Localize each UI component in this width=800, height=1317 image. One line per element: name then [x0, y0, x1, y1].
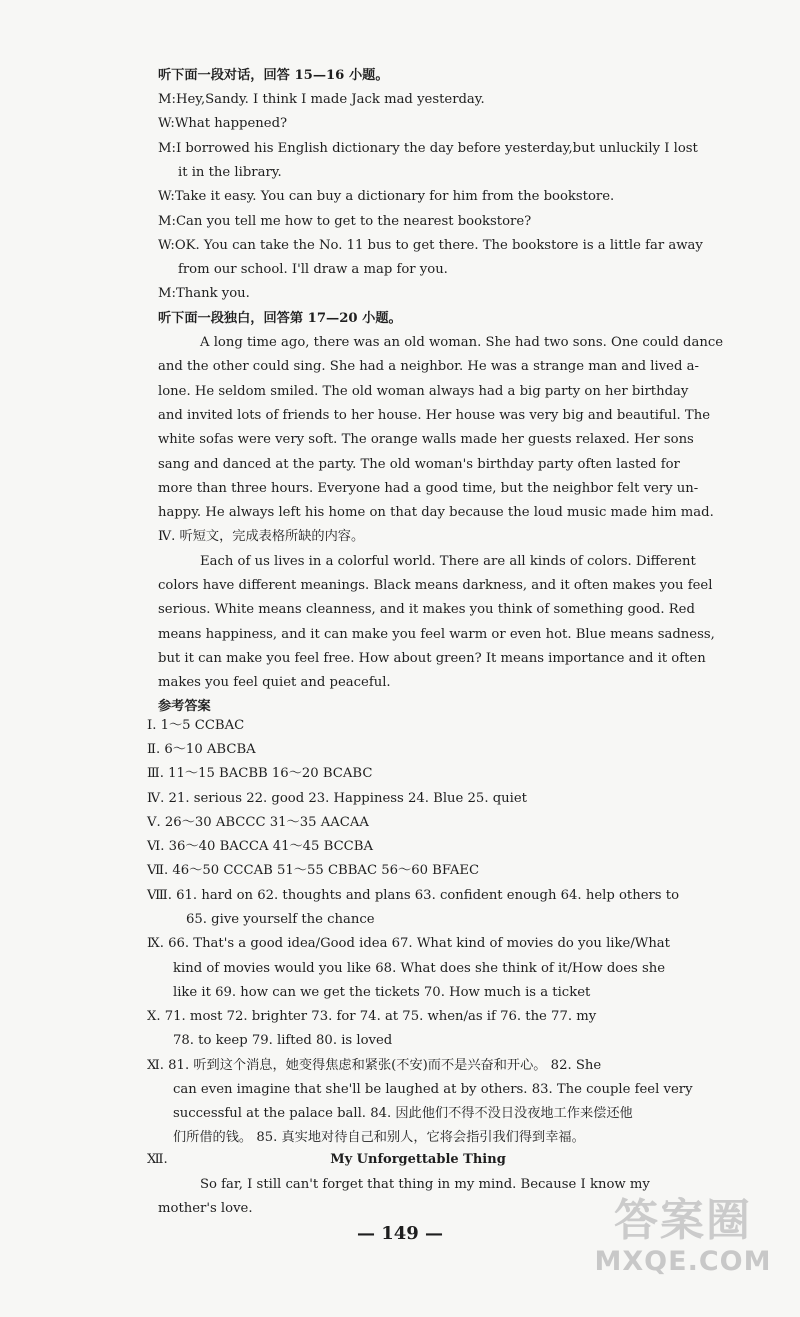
section12-label: Ⅻ.: [147, 1152, 168, 1167]
answer-line: Ⅶ. 46～50 CCCAB 51～55 CBBAC 56～60 BFAEC: [147, 863, 480, 878]
monologue-line: sang and danced at the party. The old woman's birthday party often lasted for: [158, 457, 680, 472]
passage-line: colors have different meanings. Black means darkness, and it often makes you feel: [158, 578, 713, 593]
answer-line: successful at the palace ball. 84. 因此他们不得不没日没夜地工作来偿还他: [173, 1106, 633, 1121]
monologue-line: and invited lots of friends to her house. Her house was very big and beautiful. The: [158, 408, 711, 423]
passage-line: means happiness, and it can make you feel warm or even hot. Blue means sadness,: [158, 627, 715, 642]
answer-line: 78. to keep 79. lifted 80. is loved: [173, 1033, 393, 1048]
passage-line: Each of us lives in a colorful world. There are all kinds of colors. Different: [200, 554, 696, 569]
monologue-line: A long time ago, there was an old woman. She had two sons. One could dance: [200, 335, 724, 350]
monologue-line: and the other could sing. She had a neighbor. He was a strange man and lived a-: [158, 359, 699, 374]
monologue-line: happy. He always left his home on that day because the loud music made him mad.: [158, 505, 714, 520]
answers-heading: 参考答案: [158, 699, 211, 714]
dialogue-line: M:I borrowed his English dictionary the day before yesterday,but unluckily I lost: [158, 141, 698, 156]
answer-line: Ⅴ. 26～30 ABCCC 31～35 AACAA: [147, 815, 369, 830]
dialogue-line: W:OK. You can take the No. 11 bus to get there. The bookstore is a little far away: [158, 238, 703, 253]
answer-line: can even imagine that she'll be laughed at by others. 83. The couple feel very: [173, 1082, 693, 1097]
dialogue-line: W:Take it easy. You can buy a dictionary for him from the bookstore.: [158, 189, 615, 204]
answer-line: Ⅹ. 71. most 72. brighter 73. for 74. at 75. when/as if 76. the 77. my: [147, 1009, 597, 1024]
answer-line: Ⅷ. 61. hard on 62. thoughts and plans 63. confident enough 64. help others to: [147, 888, 680, 903]
section4-intro: Ⅳ. 听短文，完成表格所缺的内容。: [158, 529, 365, 544]
passage-line: but it can make you feel free. How about green? It means importance and it often: [158, 651, 706, 666]
essay-line: So far, I still can't forget that thing in my mind. Because I know my: [200, 1177, 650, 1192]
answer-line: Ⅳ. 21. serious 22. good 23. Happiness 24. Blue 25. quiet: [147, 791, 527, 806]
answer-line: Ⅸ. 66. That's a good idea/Good idea 67. What kind of movies do you like/What: [147, 936, 670, 951]
watermark-chars: 答案圈: [614, 1195, 752, 1246]
dialogue-line: from our school. I'll draw a map for you.: [178, 262, 448, 277]
monologue-line: white sofas were very soft. The orange walls made her guests relaxed. Her sons: [158, 432, 694, 447]
answer-line: like it 69. how can we get the tickets 70. How much is a ticket: [173, 985, 591, 1000]
listening-intro-17-20: 听下面一段独白，回答第 17—20 小题。: [158, 311, 402, 326]
answer-line: Ⅲ. 11～15 BACBB 16～20 BCABC: [147, 766, 373, 781]
answer-line: Ⅺ. 81. 听到这个消息，她变得焦虑和紧张(不安)而不是兴奋和开心。 82. She: [147, 1058, 602, 1073]
dialogue-line: M:Can you tell me how to get to the nearest bookstore?: [158, 214, 532, 229]
watermark-url: MXQE.COM: [594, 1246, 772, 1277]
monologue-line: lone. He seldom smiled. The old woman always had a big party on her birthday: [158, 384, 689, 399]
page-number: — 149 —: [356, 1223, 444, 1244]
dialogue-line: it in the library.: [178, 165, 282, 180]
answer-line: Ⅵ. 36～40 BACCA 41～45 BCCBA: [147, 839, 373, 854]
passage-line: makes you feel quiet and peaceful.: [158, 675, 391, 690]
answer-line: kind of movies would you like 68. What does she think of it/How does she: [173, 961, 666, 976]
listening-intro-15-16: 听下面一段对话，回答 15—16 小题。: [158, 68, 389, 83]
monologue-line: more than three hours. Everyone had a good time, but the neighbor felt very un-: [158, 481, 699, 496]
essay-title: My Unforgettable Thing: [330, 1152, 506, 1167]
dialogue-line: M:Thank you.: [158, 286, 250, 301]
answer-line: 们所借的钱。 85. 真实地对待自己和别人，它将会指引我们得到幸福。: [173, 1130, 585, 1145]
dialogue-line: M:Hey,Sandy. I think I made Jack mad yesterday.: [158, 92, 485, 107]
watermark-logo: [588, 1195, 778, 1287]
answer-line: Ⅱ. 6～10 ABCBA: [147, 742, 256, 757]
passage-line: serious. White means cleanness, and it makes you think of something good. Red: [158, 602, 695, 617]
dialogue-line: W:What happened?: [158, 116, 288, 131]
answer-line: Ⅰ. 1～5 CCBAC: [147, 718, 245, 733]
essay-line: mother's love.: [158, 1201, 253, 1216]
answer-line: 65. give yourself the chance: [186, 912, 375, 927]
